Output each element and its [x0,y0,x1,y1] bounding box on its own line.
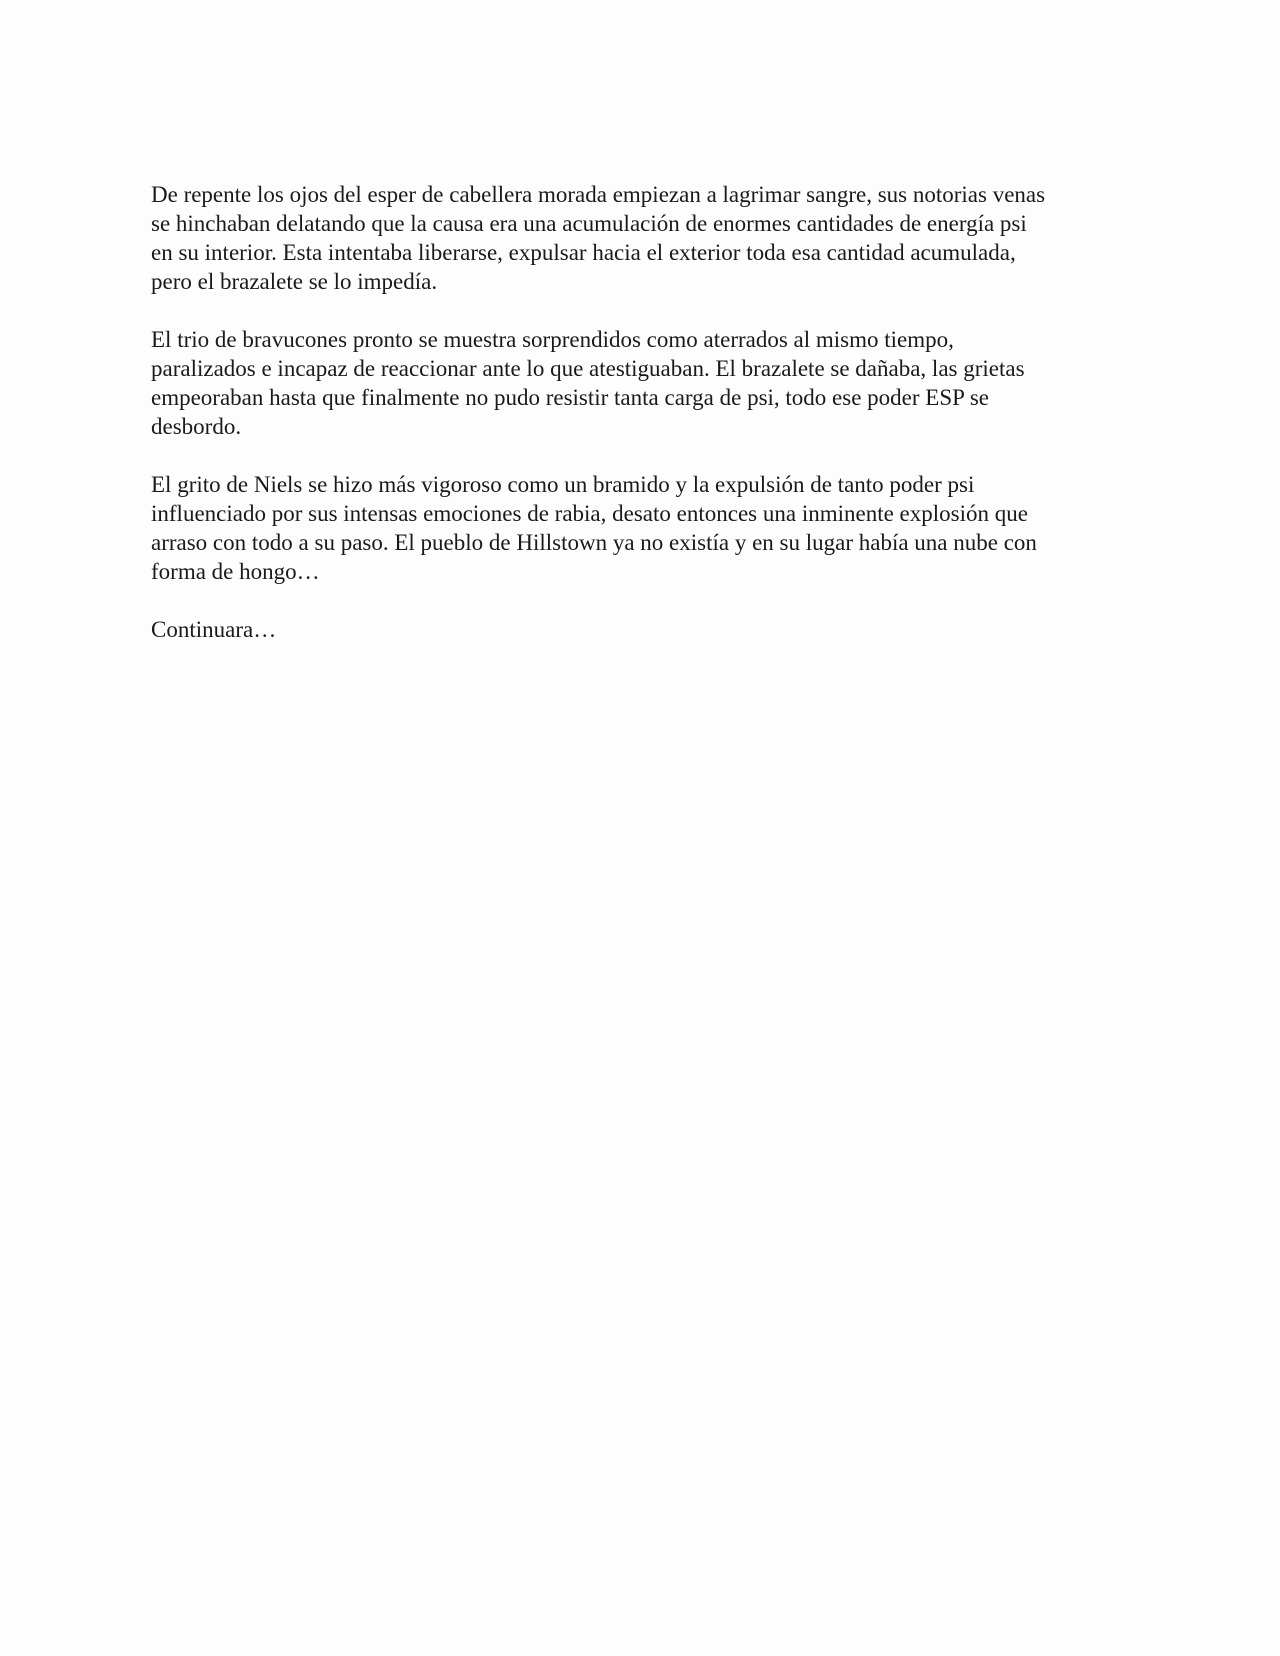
text-line: se hinchaban delatando que la causa era una acumulación de enormes cantidades de energía psi [151,211,1027,236]
paragraph-1 [151,180,1141,296]
text-line: empeoraban hasta que finalmente no pudo resistir tanta carga de psi, todo ese poder ESP se [151,385,989,410]
text-line: arraso con todo a su paso. El pueblo de Hillstown ya no existía y en su lugar había una nube con [151,530,1037,555]
paragraph-3 [151,470,1141,586]
text-line: en su interior. Esta intentaba liberarse, expulsar hacia el exterior toda esa cantidad acumulada, [151,240,1016,265]
text-line: forma de hongo… [151,559,320,584]
text-line: El trio de bravucones pronto se muestra sorprendidos como aterrados al mismo tiempo, [151,327,954,352]
text-line: influenciado por sus intensas emociones de rabia, desato entonces una inminente explosión que [151,501,1028,526]
text-line: De repente los ojos del esper de cabellera morada empiezan a lagrimar sangre, sus notorias venas [151,182,1046,207]
paragraph-2 [151,325,1141,441]
text-line: pero el brazalete se lo impedía. [151,269,438,294]
closing-line [151,615,1141,644]
text-line: desbordo. [151,414,242,439]
text-line: Continuara… [151,617,277,642]
document-body [151,180,1141,673]
text-line: paralizados e incapaz de reaccionar ante lo que atestiguaban. El brazalete se dañaba, las grietas [151,356,1025,381]
text-line: El grito de Niels se hizo más vigoroso como un bramido y la expulsión de tanto poder psi [151,472,975,497]
